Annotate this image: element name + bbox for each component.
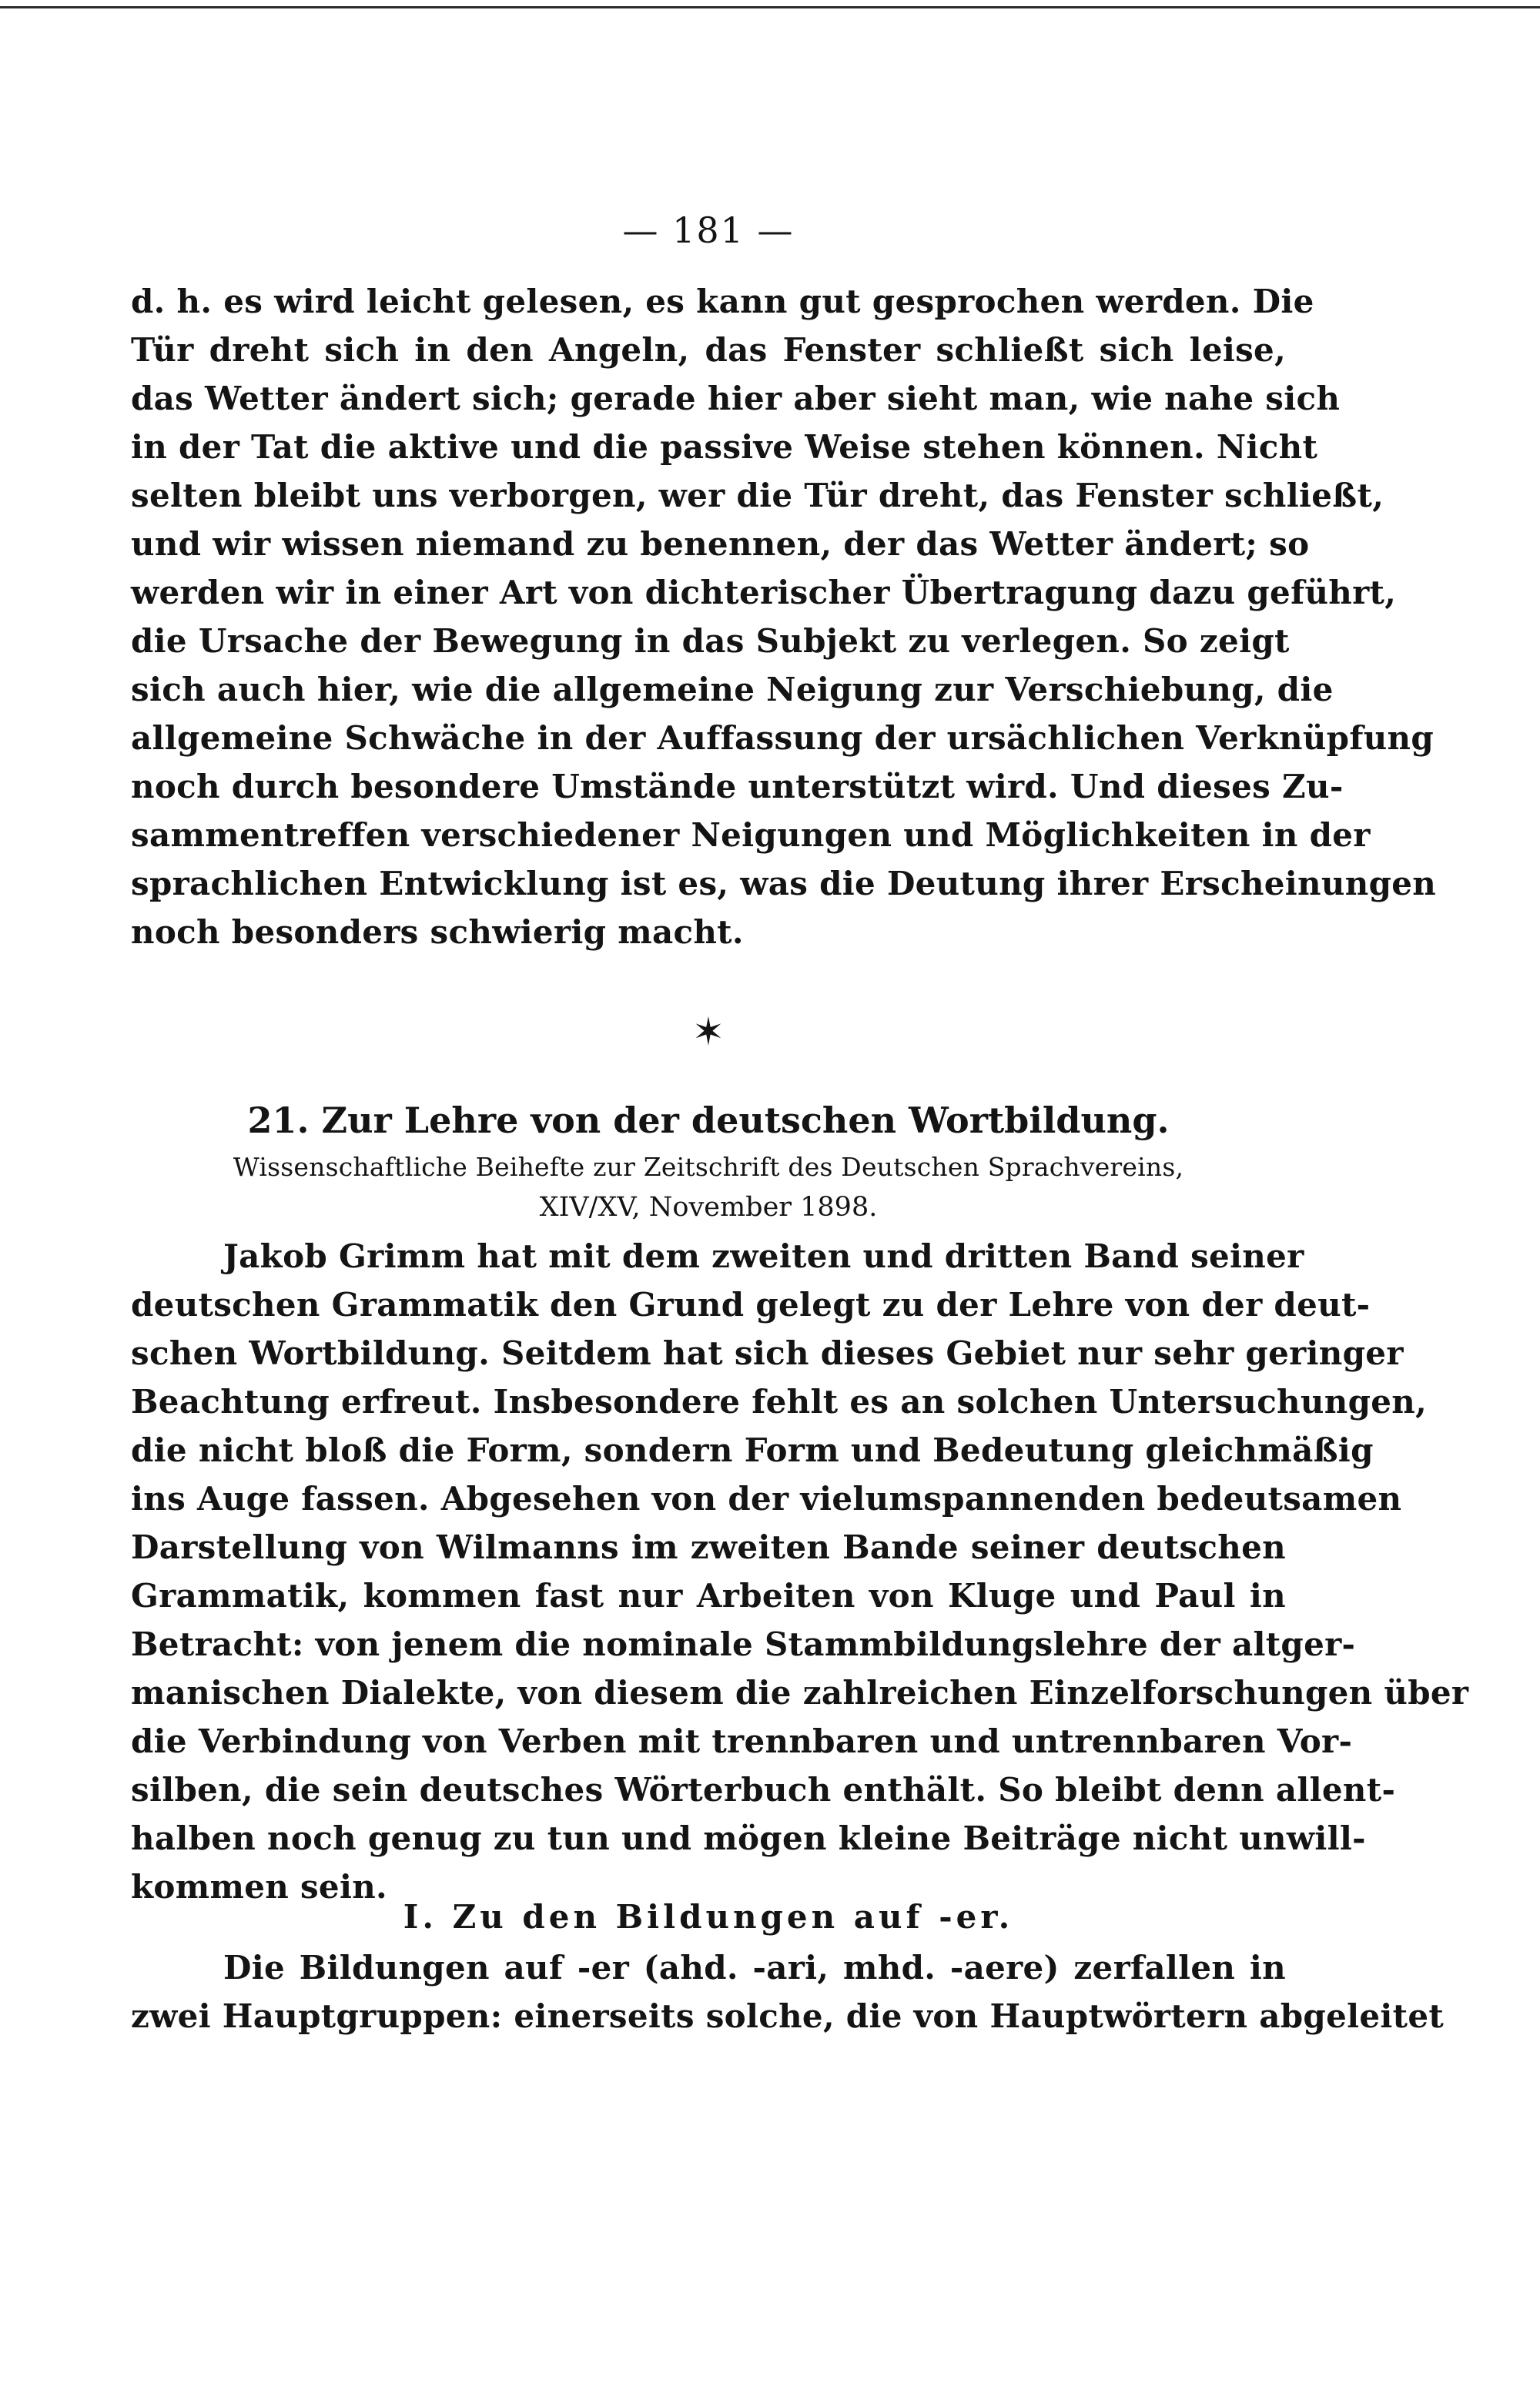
text-line: Beachtung erfreut. Insbesondere fehlt es an solchen Untersuchungen, bbox=[131, 1383, 1428, 1421]
text-line: noch besonders schwierig macht. bbox=[131, 913, 744, 951]
text-line: Die Bildungen auf -er (ahd. -ari, mhd. -aere) zerfallen in bbox=[223, 1949, 1286, 1987]
text-line: schen Wortbildung. Seitdem hat sich dieses Gebiet nur sehr geringer bbox=[131, 1334, 1404, 1372]
paragraph-continuation bbox=[131, 277, 1437, 956]
text-line: ins Auge fassen. Abgesehen von der vielumspannenden bedeutsamen bbox=[131, 1480, 1402, 1518]
text-line: Jakob Grimm hat mit dem zweiten und dritten Band seiner bbox=[223, 1237, 1304, 1275]
text-line: Tür dreht sich in den Angeln, das Fenster schließt sich leise, bbox=[131, 331, 1286, 369]
text-line: die Ursache der Bewegung in das Subjekt zu verlegen. So zeigt bbox=[131, 622, 1290, 660]
text-line: zwei Hauptgruppen: einerseits solche, die von Hauptwörtern abgeleitet bbox=[131, 1997, 1445, 2035]
source-date: XIV/XV, November 1898. bbox=[539, 1192, 878, 1223]
article-heading: 21. Zur Lehre von der deutschen Wortbildung. bbox=[247, 1100, 1170, 1141]
text-line: Grammatik, kommen fast nur Arbeiten von Kluge und Paul in bbox=[131, 1577, 1286, 1615]
section-separator-star: ✶ bbox=[692, 1009, 725, 1054]
page-number: — 181 — bbox=[622, 209, 795, 251]
text-line: die Verbindung von Verben mit trennbaren und untrennbaren Vor- bbox=[131, 1722, 1353, 1760]
text-line: Betracht: von jenem die nominale Stammbildungslehre der altger- bbox=[131, 1625, 1356, 1663]
text-line: sich auch hier, wie die allgemeine Neigung zur Verschiebung, die bbox=[131, 671, 1334, 708]
source-citation: Wissenschaftliche Beihefte zur Zeitschrift des Deutschen Sprachvereins, bbox=[233, 1152, 1184, 1182]
text-line: Darstellung von Wilmanns im zweiten Bande seiner deutschen bbox=[131, 1528, 1286, 1566]
text-line: die nicht bloß die Form, sondern Form und Bedeutung gleichmäßig bbox=[131, 1431, 1374, 1469]
text-line: noch durch besondere Umstände unterstützt wird. Und dieses Zu- bbox=[131, 768, 1344, 805]
text-line: deutschen Grammatik den Grund gelegt zu der Lehre von der deut- bbox=[131, 1286, 1371, 1324]
paragraph-introduction bbox=[131, 1232, 1469, 1911]
text-line: silben, die sein deutsches Wörterbuch enthält. So bleibt denn allent- bbox=[131, 1771, 1396, 1809]
paragraph-section-start bbox=[131, 1943, 1445, 2040]
text-line: das Wetter ändert sich; gerade hier aber sieht man, wie nahe sich bbox=[131, 380, 1341, 417]
top-border-rule bbox=[0, 6, 1540, 8]
text-line: manischen Dialekte, von diesem die zahlreichen Einzelforschungen über bbox=[131, 1674, 1469, 1712]
text-line: allgemeine Schwäche in der Auffassung der ursächlichen Verknüpfung bbox=[131, 719, 1435, 757]
text-line: d. h. es wird leicht gelesen, es kann gut gesprochen werden. Die bbox=[131, 283, 1314, 320]
section-heading: I. Zu den Bildungen auf -er. bbox=[403, 1898, 1014, 1936]
text-line: sammentreffen verschiedener Neigungen und Möglichkeiten in der bbox=[131, 816, 1371, 854]
text-line: selten bleibt uns verborgen, wer die Tür dreht, das Fenster schließt, bbox=[131, 477, 1384, 514]
text-line: und wir wissen niemand zu benennen, der das Wetter ändert; so bbox=[131, 525, 1310, 563]
text-line: kommen sein. bbox=[131, 1868, 387, 1906]
text-line: sprachlichen Entwicklung ist es, was die Deutung ihrer Erscheinungen bbox=[131, 865, 1437, 902]
text-line: werden wir in einer Art von dichterischer Übertragung dazu geführt, bbox=[131, 574, 1397, 611]
text-line: in der Tat die aktive und die passive Weise stehen können. Nicht bbox=[131, 428, 1318, 466]
text-line: halben noch genug zu tun und mögen kleine Beiträge nicht unwill- bbox=[131, 1819, 1366, 1857]
